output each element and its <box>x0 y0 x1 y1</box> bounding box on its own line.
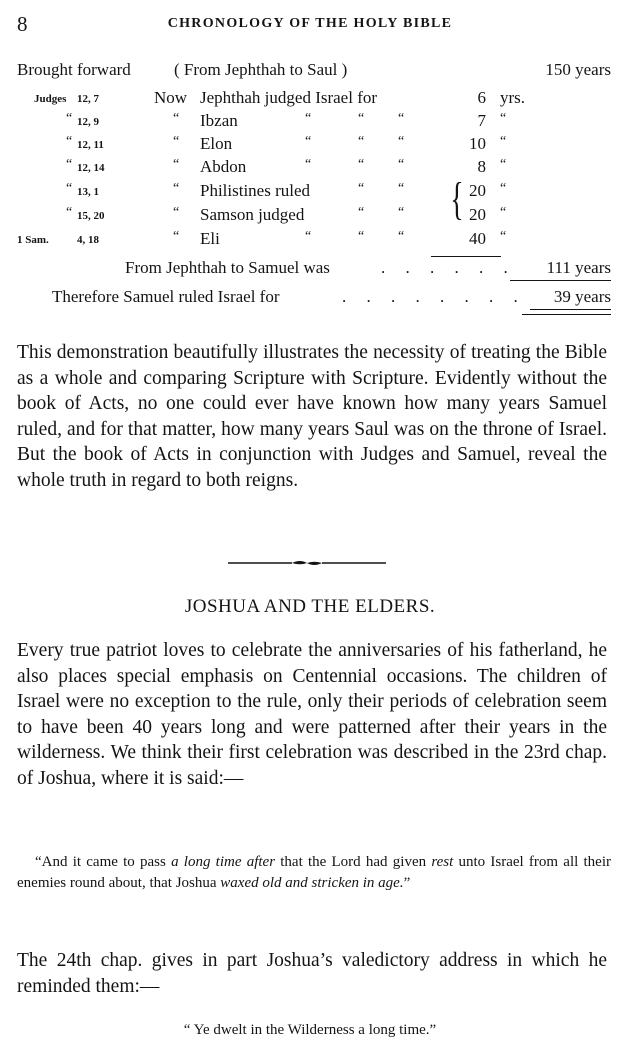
ditto-mark: “ <box>66 111 73 126</box>
brought-forward-line <box>17 60 611 80</box>
table-row <box>0 205 620 229</box>
sum-line <box>52 287 611 309</box>
ornament-divider-icon <box>228 559 386 567</box>
reference-number: 12, 14 <box>77 162 105 174</box>
block-quote <box>17 852 611 894</box>
ditto-mark: “ <box>66 134 73 149</box>
ditto-mark: “ <box>398 111 405 126</box>
reference-number: 13, 1 <box>77 186 99 198</box>
years-value: 20 <box>469 205 486 224</box>
quote-text: unto Israel from all their enemies round about, that Joshua <box>17 854 611 891</box>
ditto-mark: “ <box>66 205 73 220</box>
years-value: 10 <box>469 134 486 153</box>
page-number: 8 <box>17 12 28 36</box>
sum-underline <box>510 280 611 281</box>
ditto-mark: “ <box>173 181 180 196</box>
years-value: 7 <box>477 111 486 130</box>
quote-text: ” <box>403 875 411 891</box>
body-paragraph: Every true patriot loves to celebrate the anniversaries of his fatherland, he also places special emphasis on Centennial occasions. The children of Israel were no exception to the rule, only their periods of celebration seem to have been 40 years long and were patterned after their years in the wilderness. We think their first celebration was described in the 23rd chap. of Joshua, where it is said:— <box>17 640 607 789</box>
body-paragraph: This demonstration beautifully illustrates the necessity of treating the Bible as a whole and comparing Scripture with Scripture. Evidently without the book of Acts, no one could ever have known how many years Samuel ruled, and for that matter, how many years Saul was on the throne of Israel. But the book of Acts in conjunction with Judges and Samuel, reveal the whole truth in regard to both reigns. <box>17 342 607 491</box>
ditto-mark: “ <box>358 181 365 196</box>
reference-book: Judges <box>34 93 67 105</box>
ditto-mark: “ <box>66 157 73 172</box>
quote-text: that the Lord had given <box>280 854 427 870</box>
ditto-mark: “ <box>358 134 365 149</box>
quote-italic: a long time after <box>171 854 276 870</box>
years-unit: “ <box>500 205 507 220</box>
sum-rule <box>431 256 501 257</box>
body-paragraph: The 24th chap. gives in part Joshua’s valedictory address in which he reminded them:— <box>17 950 607 997</box>
judge-name: Jephthah judged Israel for <box>200 88 378 107</box>
table-row <box>0 111 620 135</box>
table-row <box>0 229 620 253</box>
quote-italic: waxed old and stricken in age. <box>220 875 404 891</box>
ditto-mark: “ <box>305 111 312 126</box>
years-unit: “ <box>500 111 507 126</box>
years-unit: “ <box>500 229 507 244</box>
judge-name: Eli <box>200 229 220 248</box>
ditto-mark: “ <box>305 229 312 244</box>
ditto-mark: “ <box>66 181 73 196</box>
brought-forward-description: ( From Jephthah to Saul ) <box>174 60 348 79</box>
judge-name: Abdon <box>200 157 247 176</box>
ditto-mark: “ <box>173 134 180 149</box>
table-row <box>0 157 620 181</box>
quote-text: “And it came to pass <box>35 854 166 870</box>
reference-number: 15, 20 <box>77 210 105 222</box>
sum-result: 39 years <box>553 287 611 306</box>
years-unit: “ <box>500 181 507 196</box>
brought-forward-label: Brought forward <box>17 60 131 79</box>
years-unit: “ <box>500 134 507 149</box>
intro-word: Now <box>154 88 188 107</box>
sum-label: From Jephthah to Samuel was <box>125 258 330 277</box>
table-row <box>0 88 620 112</box>
reference-number: 4, 18 <box>77 234 99 246</box>
years-value: 20 <box>469 181 486 200</box>
leader-dots: . . . . . . <box>381 258 516 277</box>
double-underline <box>522 314 611 315</box>
years-value: 40 <box>469 229 486 248</box>
quote-italic: rest <box>431 854 454 870</box>
running-head: CHRONOLOGY OF THE HOLY BIBLE <box>167 16 453 31</box>
ditto-mark: “ <box>358 111 365 126</box>
ditto-mark: “ <box>398 229 405 244</box>
section-heading: JOSHUA AND THE ELDERS. <box>184 596 436 617</box>
ditto-mark: “ <box>305 157 312 172</box>
ditto-mark: “ <box>398 134 405 149</box>
table-row <box>0 181 620 205</box>
reference-book: 1 Sam. <box>17 234 49 246</box>
ditto-mark: “ <box>173 205 180 220</box>
judge-name: Elon <box>200 134 233 153</box>
ditto-mark: “ <box>398 157 405 172</box>
reference-number: 12, 11 <box>77 139 104 151</box>
judge-name: Ibzan <box>200 111 238 130</box>
ditto-mark: “ <box>358 229 365 244</box>
years-value: 8 <box>477 157 486 176</box>
reference-number: 12, 7 <box>77 93 99 105</box>
sum-result: 111 years <box>546 258 611 277</box>
table-row <box>0 134 620 158</box>
reference-number: 12, 9 <box>77 116 99 128</box>
block-quote: “ Ye dwelt in the Wilderness a long time.” <box>183 1022 437 1038</box>
bracket-brace: { <box>450 173 464 224</box>
judge-name: Samson judged <box>200 205 305 224</box>
brought-forward-total: 150 years <box>545 60 611 79</box>
ditto-mark: “ <box>173 111 180 126</box>
years-unit: “ <box>500 157 507 172</box>
ditto-mark: “ <box>173 229 180 244</box>
ditto-mark: “ <box>173 157 180 172</box>
ditto-mark: “ <box>398 205 405 220</box>
sum-label: Therefore Samuel ruled Israel for <box>52 287 280 306</box>
double-underline <box>530 309 611 310</box>
leader-dots: . . . . . . . . <box>342 287 526 306</box>
judge-name: Philistines ruled <box>200 181 311 200</box>
years-unit: yrs. <box>500 88 526 107</box>
sum-line <box>125 258 611 280</box>
ditto-mark: “ <box>358 205 365 220</box>
years-value: 6 <box>477 88 486 107</box>
ditto-mark: “ <box>358 157 365 172</box>
ditto-mark: “ <box>305 134 312 149</box>
ditto-mark: “ <box>398 181 405 196</box>
